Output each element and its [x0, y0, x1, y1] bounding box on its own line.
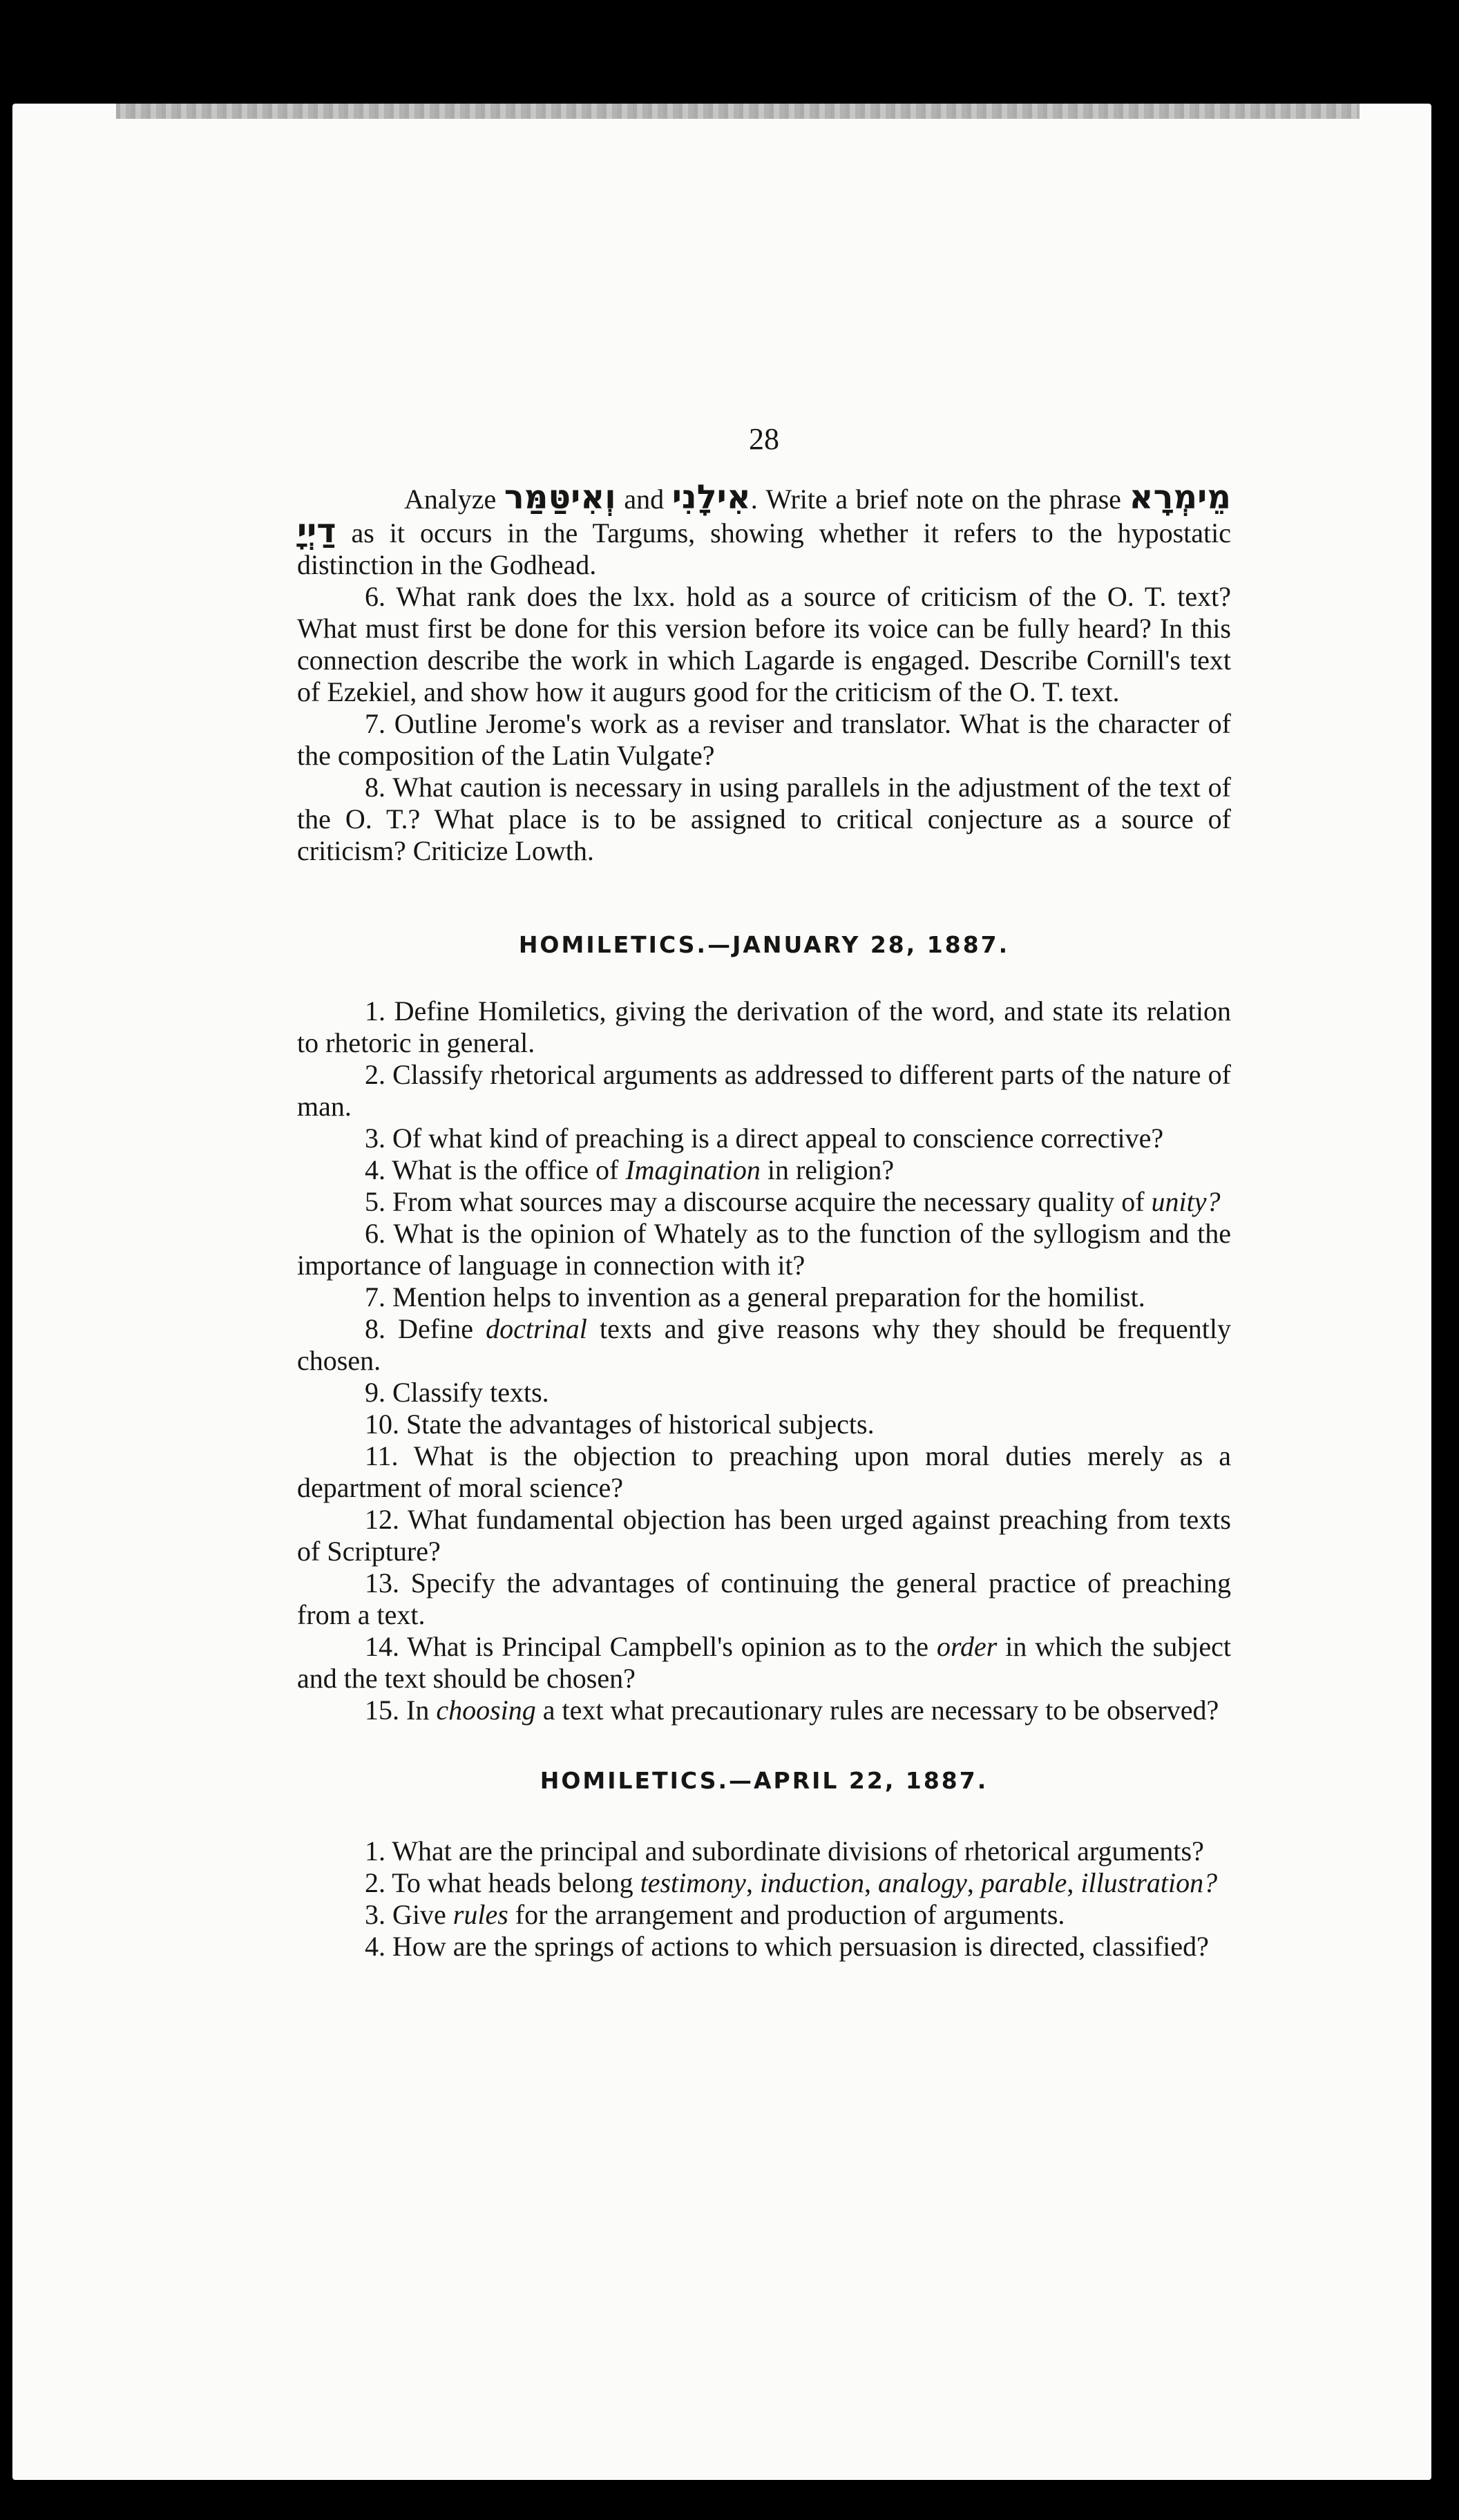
jan-question-2: 2. Classify rhetorical arguments as addressed to different parts of the nature of man. — [297, 1059, 1231, 1122]
question-7: 7. Outline Jerome's work as a reviser and translator. What is the character of the composition of the Latin Vulgate? — [297, 708, 1231, 771]
question-6: 6. What rank does the lxx. hold as a source of criticism of the O. T. text? What must first be done for this version before its voice can be fully heard? In this connection describe the work in which Lagarde is engaged. Describe Cornill's text of Ezekiel, and show how it augurs good for the criticism of the O. T. text. — [297, 581, 1231, 707]
jan-question-14: 14. What is Principal Campbell's opinion as to the order in which the subject and the text should be chosen? — [297, 1631, 1231, 1694]
jan-question-4: 4. What is the office of Imagination in religion? — [365, 1154, 895, 1185]
section-heading-january: HOMILETICS.—JANUARY 28, 1887. — [518, 931, 1010, 958]
jan-question-10: 10. State the advantages of historical subjects. — [365, 1409, 875, 1440]
jan-question-13: 13. Specify the advantages of continuing the general practice of preaching from a text. — [297, 1567, 1231, 1630]
jan-question-15: 15. In choosing a text what precautionary rules are necessary to be observed? — [365, 1695, 1219, 1726]
hebrew-phrase: מֵימְרָא דַיְיָ — [297, 478, 1231, 551]
paragraph-analyze: Analyze וְאִיטַּמַּר and אִילָנִי. Write a brief note on the phrase מֵימְרָא דַיְיָ as it occurs in the Targums, showing whether it refers to the hypostatic distinction in the Godhead. — [297, 478, 1231, 580]
jan-question-5: 5. From what sources may a discourse acquire the necessary quality of unity? — [365, 1186, 1221, 1217]
book-page — [12, 104, 1431, 2480]
jan-question-3: 3. Of what kind of preaching is a direct appeal to conscience corrective? — [365, 1123, 1164, 1154]
jan-question-8: 8. Define doctrinal texts and give reasons why they should be frequently chosen. — [297, 1313, 1231, 1376]
question-8: 8. What caution is necessary in using parallels in the adjustment of the text of the O. T.? What place is to be assigned to critical conjecture as a source of criticism? Criticize Lowth. — [297, 772, 1231, 866]
apr-question-4: 4. How are the springs of actions to which persuasion is directed, classified? — [365, 1931, 1209, 1962]
apr-question-2: 2. To what heads belong testimony, induction, analogy, parable, illustration? — [365, 1867, 1218, 1898]
jan-question-6: 6. What is the opinion of Whately as to the function of the syllogism and the importance of language in connection with it? — [297, 1218, 1231, 1281]
page-text — [297, 418, 1231, 1963]
jan-question-11: 11. What is the objection to preaching upon moral duties merely as a department of moral science? — [297, 1440, 1231, 1503]
jan-question-1: 1. Define Homiletics, giving the derivation of the word, and state its relation to rhetoric in general. — [297, 995, 1231, 1058]
jan-question-12: 12. What fundamental objection has been urged against preaching from texts of Scripture? — [297, 1504, 1231, 1567]
section-heading-april: HOMILETICS.—APRIL 22, 1887. — [540, 1767, 989, 1794]
apr-question-3: 3. Give rules for the arrangement and production of arguments. — [365, 1899, 1065, 1930]
hebrew-word-1: וְאִיטַּמַּר — [504, 478, 616, 517]
page-number: 28 — [749, 422, 779, 456]
hebrew-word-2: אִילָנִי — [671, 478, 751, 517]
jan-question-7: 7. Mention helps to invention as a general preparation for the homilist. — [365, 1281, 1145, 1312]
apr-question-1: 1. What are the principal and subordinate divisions of rhetorical arguments? — [365, 1835, 1204, 1867]
jan-question-9: 9. Classify texts. — [365, 1377, 549, 1408]
